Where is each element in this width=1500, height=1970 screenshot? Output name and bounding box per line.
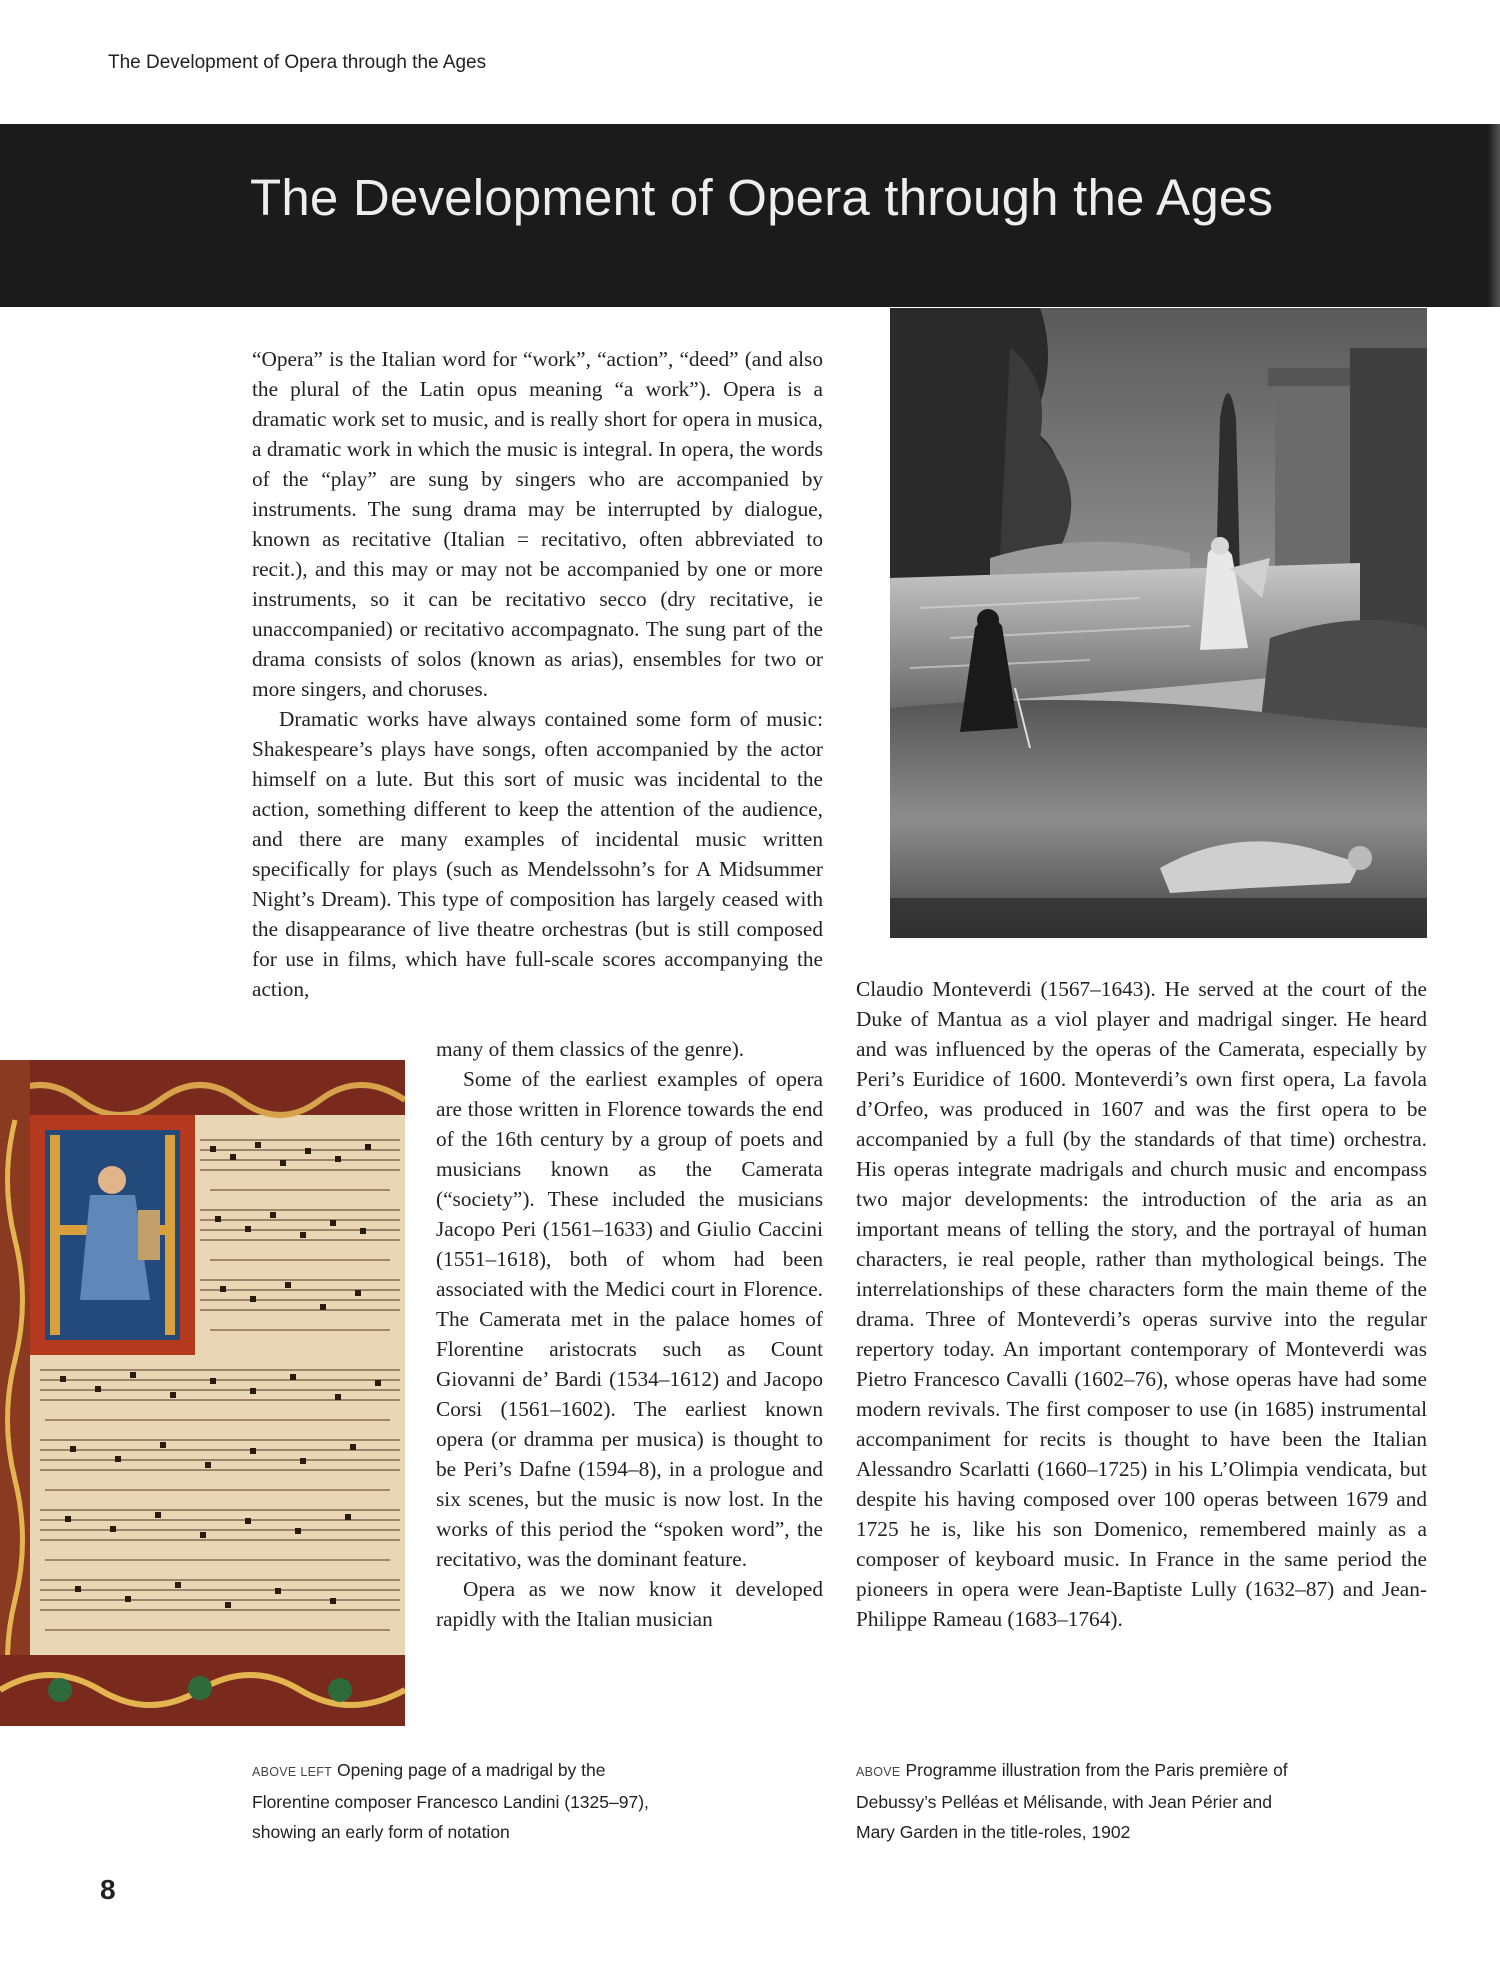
caption-text-photograph: Programme illustration from the Paris première of Debussy’s Pelléas et Mélisande, with Jean Périer and Mary Garden in the title-roles, 1902 (856, 1760, 1288, 1842)
paragraph-dramatic-works-continued: many of them classics of the genre). (436, 1037, 745, 1061)
caption-label-above-left: ABOVE LEFT (252, 1765, 333, 1779)
caption-label-above: ABOVE (856, 1765, 901, 1779)
madrigal-manuscript-image (0, 1060, 405, 1726)
paragraph-dramatic-works: Dramatic works have always contained some form of music: Shakespeare’s plays have songs, often accompanied by the actor himself on a lute. But this sort of music was incidental to the action, something different to keep the attention of the audience, and there are many examples of incidental music written specifically for plays (such as Mendelssohn’s for A Midsummer Night’s Dream). This type of composition has largely ceased with the disappearance of live theatre orchestras (but is still composed for use in films, which have full-scale scores accompanying the action, (252, 707, 823, 1001)
running-head: The Development of Opera through the Ages (108, 52, 487, 73)
opera-stage-photograph (890, 308, 1427, 938)
page-number: 8 (100, 1874, 116, 1905)
caption-manuscript (252, 1755, 682, 1847)
paragraph-monteverdi-intro: Opera as we now know it developed rapidly with the Italian musician (436, 1577, 823, 1631)
caption-text-manuscript: Opening page of a madrigal by the Florentine composer Francesco Landini (1325–97), showing an early form of notation (252, 1760, 649, 1842)
caption-photograph (856, 1755, 1296, 1847)
paragraph-camerata: Some of the earliest examples of opera are those written in Florence towards the end of the 16th century by a group of poets and musicians known as the Camerata (“society”). These included the musicians Jacopo Peri (1561–1633) and Giulio Caccini (1551–1618), both of whom had been associated with the Medici court in Florence. The Camerata met in the palace homes of Florentine aristocrats such as Count Giovanni de’ Bardi (1534–1612) and Jacopo Corsi (1561–1602). The earliest known opera (or dramma per musica) is thought to be Peri’s Dafne (1594–8), in a prologue and six scenes, but the music is now lost. In the works of this period the “spoken word”, the recitativo, was the dominant feature. (436, 1067, 823, 1571)
title-banner (0, 124, 1500, 307)
column-left-body (252, 344, 823, 1004)
column-left-narrow-body (436, 1034, 823, 1634)
illuminated-manuscript-illustration (0, 1060, 405, 1726)
stage-scene-illustration (890, 308, 1427, 938)
column-right-body (856, 974, 1427, 1634)
scan-edge-shadow (1488, 124, 1500, 307)
page-title: The Development of Opera through the Ages (250, 169, 1274, 226)
paragraph-monteverdi: Claudio Monteverdi (1567–1643). He served at the court of the Duke of Mantua as a viol player and madrigal singer. He heard and was influenced by the operas of the Camerata, especially by Peri’s Euridice of 1600. Monteverdi’s own first opera, La favola d’Orfeo, was produced in 1607 and was the first opera to be accompanied by a full (by the standards of that time) orchestra. His operas integrate madrigals and church music and encompass two major developments: the introduction of the aria as an important means of telling the story, and the portrayal of human characters, ie real people, rather than mythological beings. The interrelationships of these characters form the main theme of the drama. Three of Monteverdi’s operas survive into the regular repertory today. An important contemporary of Monteverdi was Pietro Francesco Cavalli (1602–76), whose operas have had some modern revivals. The first composer to use (in 1685) instrumental accompaniment for recits is thought to have been the Italian Alessandro Scarlatti (1660–1725) in his L’Olimpia vendicata, but despite his having composed over 100 operas between 1679 and 1725 he is, like his son Domenico, remembered mainly as a composer of keyboard music. In France in the same period the pioneers in opera were Jean-Baptiste Lully (1632–87) and Jean-Philippe Rameau (1683–1764). (856, 977, 1427, 1631)
paragraph-opera-definition: “Opera” is the Italian word for “work”, “action”, “deed” (and also the plural of the Latin opus meaning “a work”). Opera is a dramatic work set to music, and is really short for opera in musica, a dramatic work in which the music is integral. In opera, the words of the “play” are sung by singers who are accompanied by instruments. The sung drama may be interrupted by dialogue, known as recitative (Italian = recitativo, often abbreviated to recit.), and this may or may not be accompanied by one or more instruments, so it can be recitativo secco (dry recitative, ie unaccompanied) or recitativo accompagnato. The sung part of the drama consists of solos (known as arias), ensembles for two or more singers, and choruses. (252, 347, 823, 701)
